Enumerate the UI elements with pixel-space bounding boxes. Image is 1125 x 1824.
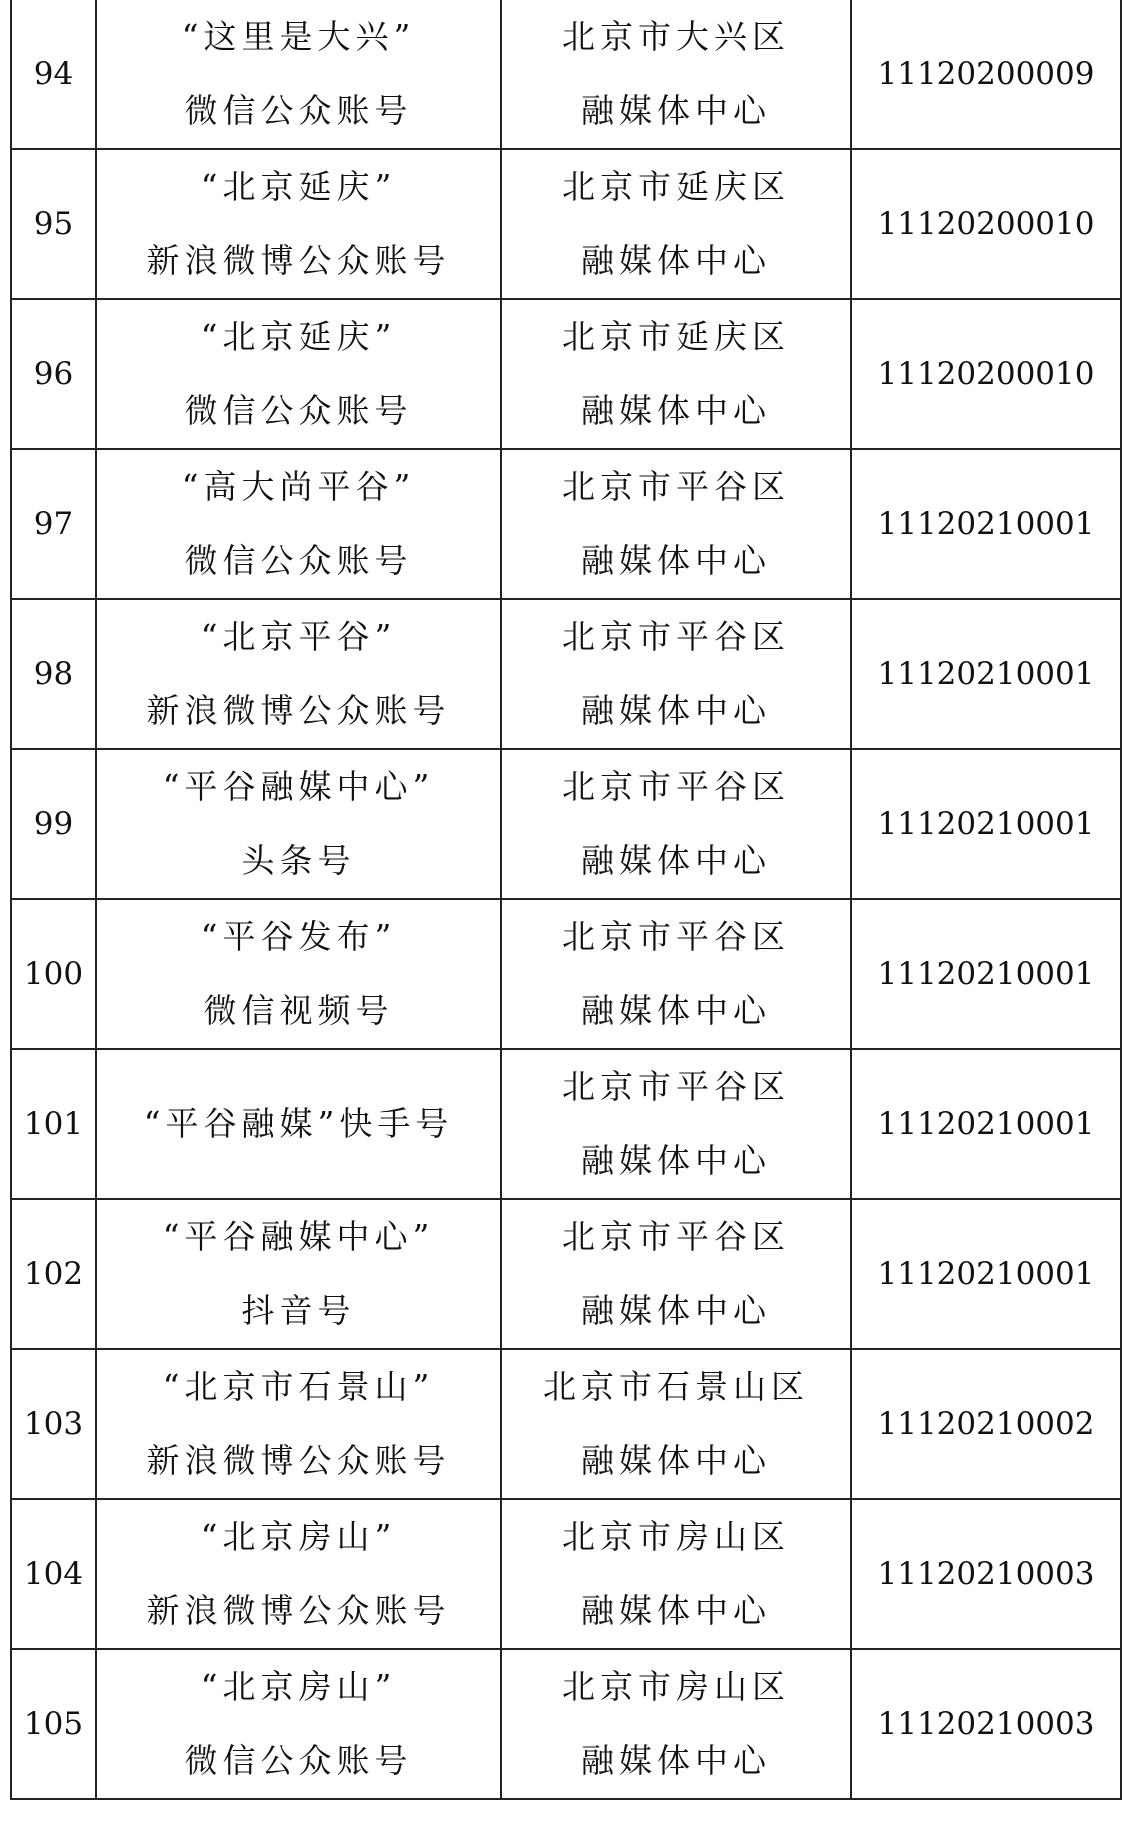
organization-cell [501, 749, 851, 899]
account-name-cell [96, 899, 501, 1049]
account-name-line: “北京延庆” [200, 317, 397, 356]
account-name-cell [96, 1049, 501, 1199]
account-name-line: “平谷融媒”快手号 [143, 1104, 454, 1143]
account-name-line: 微信视频号 [203, 991, 394, 1030]
account-name-line: “平谷融媒中心” [162, 767, 435, 806]
account-name-line: “北京市石景山” [162, 1367, 435, 1406]
account-name-cell [96, 1499, 501, 1649]
organization-line: 融媒体中心 [581, 1441, 771, 1480]
registration-code: 11120210001 [851, 749, 1121, 899]
row-number: 100 [11, 899, 96, 1049]
registration-code: 11120200010 [851, 149, 1121, 299]
organization-cell [501, 1199, 851, 1349]
organization-line: 北京市平谷区 [562, 917, 790, 956]
table-row [11, 449, 1121, 599]
account-name-line: “平谷发布” [200, 917, 397, 956]
table-row [11, 1499, 1121, 1649]
account-name-line: 抖音号 [241, 1291, 356, 1330]
organization-line: 融媒体中心 [581, 241, 771, 280]
registration-code: 11120200009 [851, 0, 1121, 149]
organization-cell [501, 449, 851, 599]
table-row [11, 299, 1121, 449]
registration-code: 11120210003 [851, 1499, 1121, 1649]
registry-table [10, 0, 1122, 1800]
organization-line: 北京市平谷区 [562, 1217, 790, 1256]
registry-table-body [11, 0, 1121, 1799]
organization-line: 融媒体中心 [581, 1591, 771, 1630]
account-name-cell [96, 749, 501, 899]
row-number: 97 [11, 449, 96, 599]
table-row [11, 0, 1121, 149]
organization-line: 融媒体中心 [581, 91, 771, 130]
account-name-line: 头条号 [241, 841, 356, 880]
organization-cell [501, 149, 851, 299]
registration-code: 11120210001 [851, 899, 1121, 1049]
account-name-cell [96, 0, 501, 149]
account-name-line: “这里是大兴” [181, 17, 416, 56]
table-row [11, 149, 1121, 299]
account-name-line: 微信公众账号 [184, 541, 413, 580]
table-row [11, 599, 1121, 749]
row-number: 95 [11, 149, 96, 299]
table-row [11, 1349, 1121, 1499]
organization-line: 北京市大兴区 [562, 17, 790, 56]
organization-cell [501, 1349, 851, 1499]
organization-line: 融媒体中心 [581, 991, 771, 1030]
organization-cell [501, 299, 851, 449]
organization-line: 融媒体中心 [581, 841, 771, 880]
table-row [11, 749, 1121, 899]
account-name-line: “北京房山” [200, 1517, 397, 1556]
row-number: 104 [11, 1499, 96, 1649]
organization-cell [501, 599, 851, 749]
account-name-line: 微信公众账号 [184, 91, 413, 130]
account-name-cell [96, 299, 501, 449]
registration-code: 11120210001 [851, 599, 1121, 749]
account-name-cell [96, 449, 501, 599]
organization-line: 北京市房山区 [562, 1517, 790, 1556]
account-name-cell [96, 1199, 501, 1349]
row-number: 99 [11, 749, 96, 899]
organization-cell [501, 1049, 851, 1199]
organization-line: 融媒体中心 [581, 1141, 771, 1180]
account-name-line: 微信公众账号 [184, 1741, 413, 1780]
organization-line: 融媒体中心 [581, 1291, 771, 1330]
registry-table-container [10, 0, 1120, 1800]
registration-code: 11120200010 [851, 299, 1121, 449]
row-number: 98 [11, 599, 96, 749]
row-number: 105 [11, 1649, 96, 1799]
organization-cell [501, 1649, 851, 1799]
account-name-line: “北京房山” [200, 1667, 397, 1706]
registration-code: 11120210001 [851, 1199, 1121, 1349]
table-row [11, 899, 1121, 1049]
organization-line: 融媒体中心 [581, 391, 771, 430]
organization-line: 北京市石景山区 [543, 1367, 809, 1406]
account-name-line: 微信公众账号 [184, 391, 413, 430]
account-name-cell [96, 149, 501, 299]
organization-line: 北京市平谷区 [562, 467, 790, 506]
account-name-cell [96, 599, 501, 749]
account-name-line: 新浪微博公众账号 [146, 241, 451, 280]
account-name-line: “北京平谷” [200, 617, 397, 656]
organization-line: 北京市延庆区 [562, 317, 790, 356]
organization-line: 北京市平谷区 [562, 1067, 790, 1106]
account-name-line: “北京延庆” [200, 167, 397, 206]
row-number: 96 [11, 299, 96, 449]
organization-line: 融媒体中心 [581, 541, 771, 580]
organization-cell [501, 0, 851, 149]
organization-line: 融媒体中心 [581, 691, 771, 730]
registration-code: 11120210001 [851, 449, 1121, 599]
organization-line: 北京市平谷区 [562, 767, 790, 806]
table-row [11, 1649, 1121, 1799]
organization-cell [501, 1499, 851, 1649]
row-number: 101 [11, 1049, 96, 1199]
registration-code: 11120210002 [851, 1349, 1121, 1499]
row-number: 103 [11, 1349, 96, 1499]
account-name-cell [96, 1349, 501, 1499]
organization-line: 北京市平谷区 [562, 617, 790, 656]
table-row [11, 1199, 1121, 1349]
account-name-cell [96, 1649, 501, 1799]
account-name-line: 新浪微博公众账号 [146, 1591, 451, 1630]
table-row [11, 1049, 1121, 1199]
row-number: 102 [11, 1199, 96, 1349]
organization-line: 北京市房山区 [562, 1667, 790, 1706]
account-name-line: 新浪微博公众账号 [146, 1441, 451, 1480]
registration-code: 11120210001 [851, 1049, 1121, 1199]
organization-line: 融媒体中心 [581, 1741, 771, 1780]
row-number: 94 [11, 0, 96, 149]
organization-line: 北京市延庆区 [562, 167, 790, 206]
account-name-line: “高大尚平谷” [181, 467, 416, 506]
account-name-line: 新浪微博公众账号 [146, 691, 451, 730]
account-name-line: “平谷融媒中心” [162, 1217, 435, 1256]
registration-code: 11120210003 [851, 1649, 1121, 1799]
organization-cell [501, 899, 851, 1049]
